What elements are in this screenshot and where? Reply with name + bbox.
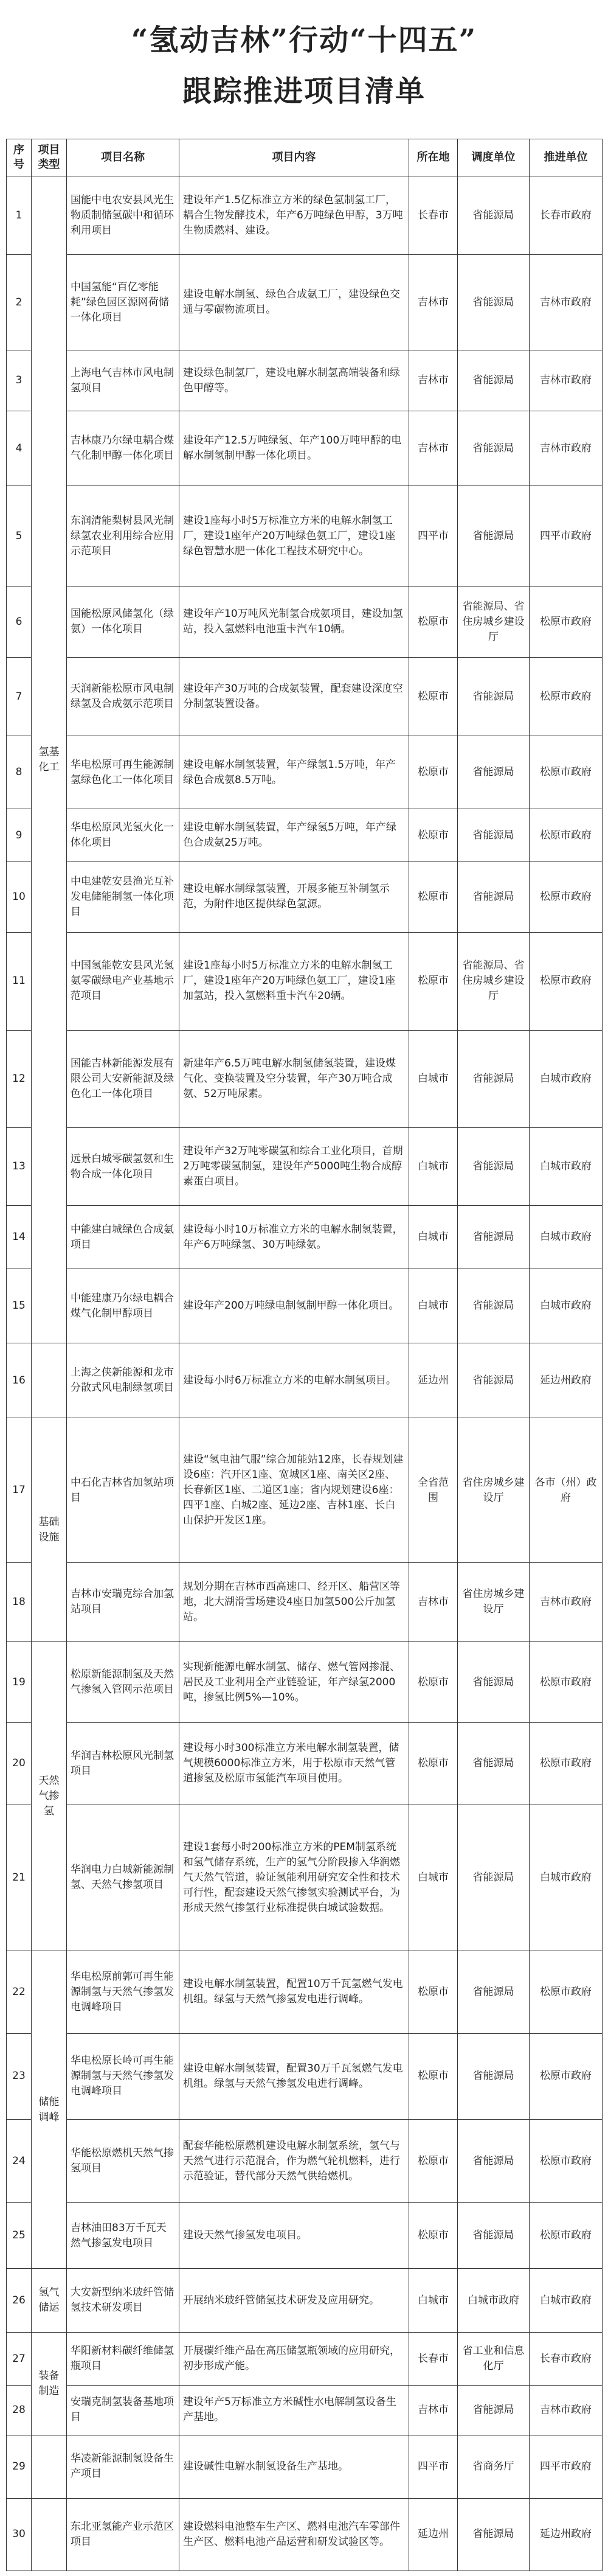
category-cell-empty [32, 2435, 67, 2498]
project-location: 松原市 [409, 1951, 458, 2033]
project-content: 建设碱性电解水制氢设备生产基地。 [179, 2435, 409, 2498]
project-content: 建设年产5万标准立方米碱性水电解制氢设备生产基地。 [179, 2386, 409, 2435]
project-location: 白城市 [409, 1805, 458, 1951]
project-dispatcher: 省能源局 [458, 1269, 530, 1343]
project-name: 大安新型纳米玻纤管储氢技术研发项目 [67, 2268, 179, 2332]
project-name: 中石化吉林省加氢站项目 [67, 1418, 179, 1563]
header-promoter: 推进单位 [530, 139, 603, 176]
project-name: 华能松原燃机天然气掺氢项目 [67, 2120, 179, 2203]
project-name: 吉林油田83万千瓦天然气掺氢发电项目 [67, 2203, 179, 2268]
project-name: 中国氢能“百亿零能耗”绿色园区源网荷储一体化项目 [67, 255, 179, 350]
project-location: 延边州 [409, 1343, 458, 1418]
project-content: 实现新能源电解水制氢、储存、燃气管网掺混、居民及工业利用全产业链验证，年产绿氢2000吨，掺氢比例5%—10%。 [179, 1641, 409, 1722]
project-dispatcher: 省商务厅 [458, 2435, 530, 2498]
header-seq: 序号 [7, 139, 32, 176]
project-content: 建设1套每小时200标准立方米的PEM制氢系统和氢气储存系统，生产的氢气分阶段掺入华润燃气天然气管道，验证氢能利用研究安全性和技术可行性，配套建设天然气掺氢实验测试平台，为形成天然气掺氢行业标准提供白城试验数据。 [179, 1805, 409, 1951]
project-content: 建设电解水制氢装置，配置30万千瓦氢燃气发电机组。绿氢与天然气掺氢发电进行调峰。 [179, 2033, 409, 2120]
project-location: 吉林市 [409, 350, 458, 411]
project-content: 规划分期在吉林市西高速口、经开区、船营区等地，北大湖滑雪场建设4座日加氢500公斤加氢站。 [179, 1562, 409, 1641]
project-location: 全省范围 [409, 1418, 458, 1563]
project-promoter: 延边州政府 [530, 1343, 603, 1418]
project-dispatcher: 省能源局 [458, 486, 530, 587]
project-content: 建设年产10万吨风光制氢合成氨项目，建设加氢站，投入氢燃料电池重卡汽车10辆。 [179, 587, 409, 658]
project-content: 建设1座每小时5万标准立方米的电解水制氢工厂，建设1座年产20万吨绿色氨工厂，建设1座绿色智慧水肥一体化工程技术研究中心。 [179, 486, 409, 587]
table-row [7, 1127, 603, 1205]
row-seq: 21 [7, 1805, 32, 1951]
row-seq: 5 [7, 486, 32, 587]
project-content: 建设每小时300标准立方米电解水制氢装置，储气规模6000标准立方米，用于松原市天然气管道掺氢及松原市氢能汽车项目使用。 [179, 1723, 409, 1805]
project-promoter: 白城市政府 [530, 1030, 603, 1127]
project-dispatcher: 省能源局 [458, 1343, 530, 1418]
project-name: 天润新能松原市风电制绿氢及合成氨示范项目 [67, 658, 179, 736]
project-dispatcher: 省能源局 [458, 1030, 530, 1127]
project-location: 吉林市 [409, 411, 458, 486]
project-name: 华电松原风光氢火化一体化项目 [67, 809, 179, 862]
project-name: 中电建乾安县渔光互补发电储能制氢一体化项目 [67, 862, 179, 933]
project-location: 吉林市 [409, 1562, 458, 1641]
table-row [7, 1030, 603, 1127]
project-name: 远景白城零碳氢氨和生物合成一体化项目 [67, 1127, 179, 1205]
row-seq: 11 [7, 932, 32, 1030]
project-promoter: 吉林市政府 [530, 1562, 603, 1641]
header-content: 项目内容 [179, 139, 409, 176]
row-seq: 16 [7, 1343, 32, 1418]
project-location: 白城市 [409, 1030, 458, 1127]
project-name: 中能建康乃尔绿电耦合煤气化制甲醇项目 [67, 1269, 179, 1343]
row-seq: 2 [7, 255, 32, 350]
project-location: 四平市 [409, 486, 458, 587]
row-seq: 25 [7, 2203, 32, 2268]
project-promoter: 松原市政府 [530, 736, 603, 809]
project-promoter: 松原市政府 [530, 1951, 603, 2033]
project-dispatcher: 省能源局、省住房城乡建设厅 [458, 587, 530, 658]
project-content: 建设天然气掺氢发电项目。 [179, 2203, 409, 2268]
project-content: 建设年产12.5万吨绿氢、年产100万吨甲醇的电解水制氢制甲醇一体化项目。 [179, 411, 409, 486]
project-name: 松原新能源制氢及天然气掺氢入管网示范项目 [67, 1641, 179, 1722]
table-row [7, 2268, 603, 2332]
row-seq: 8 [7, 736, 32, 809]
table-row [7, 1418, 603, 1563]
project-promoter: 松原市政府 [530, 658, 603, 736]
header-type: 项目类型 [32, 139, 67, 176]
project-dispatcher: 省能源局 [458, 1206, 530, 1269]
project-location: 松原市 [409, 862, 458, 933]
project-location: 松原市 [409, 1723, 458, 1805]
table-row [7, 1562, 603, 1641]
project-content: 建设1座每小时5万标准立方米的电解水制氢工厂，建设1座年产20万吨绿色氨工厂，建设1座加氢站，投入氢燃料重卡汽车20辆。 [179, 932, 409, 1030]
table-row [7, 2333, 603, 2386]
project-content: 建设“氢电油气服”综合加能站12座，长春规划建设6座：汽开区1座、宽城区1座、南关区2座、长春新区1座、二道区1座；省内规划建设6座：四平1座、白城2座、延边2座、吉林1座、长白山保护开发区1座。 [179, 1418, 409, 1563]
project-location: 吉林市 [409, 255, 458, 350]
project-location: 松原市 [409, 2120, 458, 2203]
row-seq: 30 [7, 2498, 32, 2571]
project-promoter: 松原市政府 [530, 2033, 603, 2120]
project-content: 开展纳米玻纤管储氢技术研发及应用研究。 [179, 2268, 409, 2332]
project-dispatcher: 省能源局 [458, 1641, 530, 1722]
row-seq: 26 [7, 2268, 32, 2332]
project-dispatcher: 白城市政府 [458, 2268, 530, 2332]
project-content: 建设电解水制氢装置，年产绿氢1.5万吨，年产绿色合成氨8.5万吨。 [179, 736, 409, 809]
project-location: 延边州 [409, 2498, 458, 2571]
project-location: 松原市 [409, 932, 458, 1030]
table-row [7, 1269, 603, 1343]
category-cell: 氢基化工 [32, 176, 67, 1343]
project-content: 建设绿色制氢厂，建设电解水制氢高端装备和绿色甲醇等。 [179, 350, 409, 411]
project-table [6, 139, 603, 2571]
project-content: 建设年产1.5亿标准立方米的绿色氢制氢工厂，耦合生物发酵技术，年产6万吨绿色甲醇，3万吨生物质燃料、建设。 [179, 176, 409, 255]
project-dispatcher: 省能源局 [458, 862, 530, 933]
project-name: 吉林康乃尔绿电耦合煤气化制甲醇一体化项目 [67, 411, 179, 486]
project-content: 建设年产30万吨的合成氨装置，配套建设深度空分制氢装置设备。 [179, 658, 409, 736]
project-content: 开展碳纤维产品在高压储氢瓶领域的应用研究，初步形成产能。 [179, 2333, 409, 2386]
project-dispatcher: 省能源局 [458, 2033, 530, 2120]
project-location: 松原市 [409, 658, 458, 736]
project-content: 建设每小时6万标准立方米的电解水制氢项目。 [179, 1343, 409, 1418]
project-dispatcher: 省能源局 [458, 2120, 530, 2203]
project-location: 白城市 [409, 1206, 458, 1269]
project-dispatcher: 省住房城乡建设厅 [458, 1562, 530, 1641]
category-cell-empty [32, 1343, 67, 1418]
project-dispatcher: 省能源局 [458, 809, 530, 862]
table-row [7, 1641, 603, 1722]
project-content: 建设电解水制绿氢装置，开展多能互补制氢示范，为附件地区提供绿色氢源。 [179, 862, 409, 933]
project-promoter: 白城市政府 [530, 1206, 603, 1269]
row-seq: 19 [7, 1641, 32, 1722]
table-row [7, 736, 603, 809]
table-row [7, 1723, 603, 1805]
project-promoter: 长春市政府 [530, 176, 603, 255]
project-name: 华凌新能源制氢设备生产项目 [67, 2435, 179, 2498]
table-body [7, 176, 603, 2571]
category-cell: 基础设施 [32, 1418, 67, 1642]
row-seq: 22 [7, 1951, 32, 2033]
table-row [7, 350, 603, 411]
project-promoter: 松原市政府 [530, 2120, 603, 2203]
project-promoter: 四平市政府 [530, 2435, 603, 2498]
project-dispatcher: 省能源局 [458, 2498, 530, 2571]
project-location: 松原市 [409, 809, 458, 862]
project-promoter: 四平市政府 [530, 486, 603, 587]
table-row [7, 1343, 603, 1418]
project-promoter: 松原市政府 [530, 2203, 603, 2268]
project-content: 配套华能松原燃机建设电解水制氢系统，氢气与天然气进行示范混合，作为燃气轮机燃料，进行示范验证，替代部分天然气供给燃机。 [179, 2120, 409, 2203]
project-name: 华阳新材料碳纤维储氢瓶项目 [67, 2333, 179, 2386]
project-location: 白城市 [409, 1269, 458, 1343]
table-row [7, 587, 603, 658]
project-dispatcher: 省工业和信息化厅 [458, 2333, 530, 2386]
project-promoter: 长春市政府 [530, 2333, 603, 2386]
project-dispatcher: 省能源局 [458, 658, 530, 736]
row-seq: 18 [7, 1562, 32, 1641]
project-name: 中能建白城绿色合成氨项目 [67, 1206, 179, 1269]
table-row [7, 411, 603, 486]
project-promoter: 吉林市政府 [530, 350, 603, 411]
header-row [7, 139, 603, 176]
project-promoter: 白城市政府 [530, 1127, 603, 1205]
project-location: 长春市 [409, 2333, 458, 2386]
project-promoter: 松原市政府 [530, 1723, 603, 1805]
project-name: 东北亚氢能产业示范区项目 [67, 2498, 179, 2571]
table-row [7, 2120, 603, 2203]
project-name: 国能松原风储氢化（绿氨）一体化项目 [67, 587, 179, 658]
project-name: 华电松原可再生能源制氢绿色化工一体化项目 [67, 736, 179, 809]
table-row [7, 2386, 603, 2435]
table-row [7, 176, 603, 255]
category-cell: 天然气掺氢 [32, 1641, 67, 1951]
table-row [7, 932, 603, 1030]
project-name: 国能中电农安县风光生物质制储氢碳中和循环利用项目 [67, 176, 179, 255]
project-dispatcher: 省能源局 [458, 1127, 530, 1205]
table-row [7, 255, 603, 350]
project-location: 长春市 [409, 176, 458, 255]
category-cell: 氢气储运 [32, 2268, 67, 2332]
title-block [0, 0, 608, 139]
category-cell: 储能调峰 [32, 1951, 67, 2269]
category-cell-empty [32, 2498, 67, 2571]
table-row [7, 1206, 603, 1269]
table-row [7, 658, 603, 736]
row-seq: 13 [7, 1127, 32, 1205]
project-promoter: 各市（州）政府 [530, 1418, 603, 1563]
project-name: 上海之侠新能源和龙市分散式风电制绿氢项目 [67, 1343, 179, 1418]
project-promoter: 白城市政府 [530, 1805, 603, 1951]
header-location: 所在地 [409, 139, 458, 176]
project-name: 上海电气吉林市风电制氢项目 [67, 350, 179, 411]
row-seq: 15 [7, 1269, 32, 1343]
row-seq: 3 [7, 350, 32, 411]
project-promoter: 白城市政府 [530, 2268, 603, 2332]
project-dispatcher: 省能源局 [458, 2203, 530, 2268]
project-promoter: 延边州政府 [530, 2498, 603, 2571]
project-content: 建设电解水制氢装置，年产绿氢5万吨，年产绿色合成氨25万吨。 [179, 809, 409, 862]
project-name: 国能吉林新能源发展有限公司大安新能源及绿色化工一体化项目 [67, 1030, 179, 1127]
project-promoter: 松原市政府 [530, 932, 603, 1030]
doc-title-line2: 跟踪推进项目清单 [182, 74, 426, 108]
table-row [7, 2435, 603, 2498]
project-promoter: 松原市政府 [530, 862, 603, 933]
table-row [7, 2203, 603, 2268]
project-dispatcher: 省能源局 [458, 2386, 530, 2435]
project-name: 华润吉林松原风光制氢项目 [67, 1723, 179, 1805]
table-row [7, 2033, 603, 2120]
table-row [7, 1951, 603, 2033]
project-dispatcher: 省能源局 [458, 1951, 530, 2033]
project-location: 松原市 [409, 736, 458, 809]
project-content: 建设燃料电池整车生产区、燃料电池汽车零部件生产区、燃料电池产品运营和研发试验区等。 [179, 2498, 409, 2571]
project-promoter: 松原市政府 [530, 809, 603, 862]
project-promoter: 松原市政府 [530, 587, 603, 658]
project-location: 四平市 [409, 2435, 458, 2498]
row-seq: 17 [7, 1418, 32, 1563]
project-promoter: 白城市政府 [530, 1269, 603, 1343]
project-content: 建设年产200万吨绿电制氢制甲醇一体化项目。 [179, 1269, 409, 1343]
row-seq: 9 [7, 809, 32, 862]
project-location: 白城市 [409, 2268, 458, 2332]
project-location: 松原市 [409, 587, 458, 658]
project-location: 吉林市 [409, 2386, 458, 2435]
project-dispatcher: 省能源局 [458, 350, 530, 411]
row-seq: 14 [7, 1206, 32, 1269]
project-location: 松原市 [409, 2203, 458, 2268]
project-promoter: 吉林市政府 [530, 255, 603, 350]
header-name: 项目名称 [67, 139, 179, 176]
project-dispatcher: 省住房城乡建设厅 [458, 1418, 530, 1563]
row-seq: 29 [7, 2435, 32, 2498]
table-row [7, 1805, 603, 1951]
row-seq: 23 [7, 2033, 32, 2120]
row-seq: 6 [7, 587, 32, 658]
project-content: 新建年产6.5万吨电解水制氢储氢装置，建设煤气化、变换装置及空分装置，年产30万吨合成氨、52万吨尿素。 [179, 1030, 409, 1127]
project-content: 建设年产32万吨零碳氢和综合工业化项目，首期2万吨零碳氢制氢，建设年产5000吨生物合成醇素蛋白项目。 [179, 1127, 409, 1205]
project-dispatcher: 省能源局 [458, 1805, 530, 1951]
row-seq: 7 [7, 658, 32, 736]
project-dispatcher: 省能源局 [458, 736, 530, 809]
project-name: 吉林市安瑞克综合加氢站项目 [67, 1562, 179, 1641]
row-seq: 12 [7, 1030, 32, 1127]
row-seq: 24 [7, 2120, 32, 2203]
project-dispatcher: 省能源局 [458, 411, 530, 486]
project-content: 建设电解水制氢装置，配置10万千瓦氢燃气发电机组。绿氢与天然气掺氢发电进行调峰。 [179, 1951, 409, 2033]
table-header [7, 139, 603, 176]
row-seq: 4 [7, 411, 32, 486]
project-name: 华电松原长岭可再生能源制氢与天然气掺氢发电调峰项目 [67, 2033, 179, 2120]
project-location: 松原市 [409, 1641, 458, 1722]
row-seq: 20 [7, 1723, 32, 1805]
row-seq: 1 [7, 176, 32, 255]
category-cell: 装备制造 [32, 2333, 67, 2435]
project-location: 松原市 [409, 2033, 458, 2120]
project-promoter: 吉林市政府 [530, 2386, 603, 2435]
project-location: 白城市 [409, 1127, 458, 1205]
table-row [7, 809, 603, 862]
project-name: 华电松原前郭可再生能源制氢与天然气掺氢发电调峰项目 [67, 1951, 179, 2033]
project-promoter: 松原市政府 [530, 1641, 603, 1722]
table-row [7, 862, 603, 933]
project-name: 华润电力白城新能源制氢、天然气掺氢项目 [67, 1805, 179, 1951]
row-seq: 27 [7, 2333, 32, 2386]
doc-title-line1: “氢动吉林”行动“十四五” [131, 23, 477, 57]
project-dispatcher: 省能源局 [458, 176, 530, 255]
project-promoter: 吉林市政府 [530, 411, 603, 486]
project-name: 中国氢能乾安县风光氢氨零碳绿电产业基地示范项目 [67, 932, 179, 1030]
header-dispatcher: 调度单位 [458, 139, 530, 176]
table-row [7, 486, 603, 587]
project-name: 东润清能梨树县风光制绿氢农业利用综合应用示范项目 [67, 486, 179, 587]
row-seq: 28 [7, 2386, 32, 2435]
row-seq: 10 [7, 862, 32, 933]
project-dispatcher: 省能源局、省住房城乡建设厅 [458, 932, 530, 1030]
project-dispatcher: 省能源局 [458, 1723, 530, 1805]
project-name: 安瑞克制氢装备基地项目 [67, 2386, 179, 2435]
project-content: 建设电解水制氢、绿色合成氨工厂，建设绿色交通与零碳物流项目。 [179, 255, 409, 350]
project-content: 建设每小时10万标准立方米的电解水制氢装置，年产6万吨绿氢、30万吨绿氨。 [179, 1206, 409, 1269]
table-row [7, 2498, 603, 2571]
project-dispatcher: 省能源局 [458, 255, 530, 350]
